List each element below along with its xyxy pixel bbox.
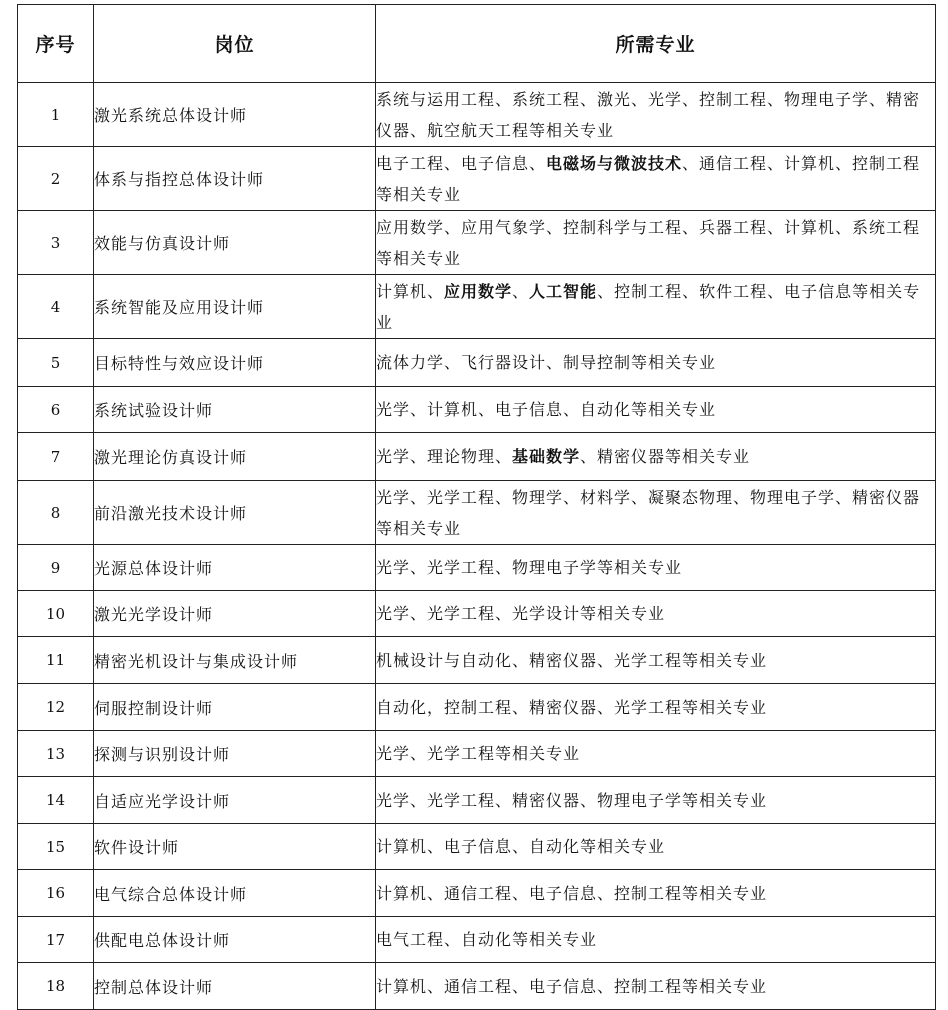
row-number: 17 [18, 917, 94, 963]
table-header-row [18, 5, 936, 83]
required-majors [376, 824, 936, 870]
major-highlight: 人工智能 [529, 281, 598, 301]
position-name: 体系与指控总体设计师 [94, 147, 376, 211]
major-text: 光学、光学工程、物理学、材料学、凝聚态物理、物理电子学、精密仪器等相关专业 [376, 487, 921, 538]
major-text: 光学、光学工程、物理电子学等相关专业 [376, 558, 683, 577]
major-text: 计算机、电子信息、自动化等相关专业 [376, 837, 666, 856]
table-row [18, 824, 936, 870]
major-text: 光学、计算机、电子信息、自动化等相关专业 [376, 400, 717, 419]
position-name: 软件设计师 [94, 824, 376, 870]
major-text: 计算机、 [376, 281, 445, 301]
row-number: 12 [18, 684, 94, 731]
row-number: 9 [18, 545, 94, 591]
major-text: 流体力学、飞行器设计、制导控制等相关专业 [376, 353, 717, 372]
required-majors [376, 211, 936, 275]
position-name: 效能与仿真设计师 [94, 211, 376, 275]
position-name: 激光系统总体设计师 [94, 83, 376, 147]
table-row [18, 275, 936, 339]
position-name: 电气综合总体设计师 [94, 870, 376, 917]
positions-table [17, 4, 936, 1010]
major-text: 计算机、通信工程、电子信息、控制工程等相关专业 [376, 883, 768, 903]
position-name: 目标特性与效应设计师 [94, 339, 376, 387]
table-row [18, 637, 936, 684]
row-number: 4 [18, 275, 94, 339]
table-row [18, 684, 936, 731]
position-name: 光源总体设计师 [94, 545, 376, 591]
major-text: 光学、理论物理、 [376, 447, 513, 466]
required-majors [376, 684, 936, 731]
required-majors [376, 481, 936, 545]
table-row [18, 731, 936, 777]
table-row [18, 147, 936, 211]
table-row [18, 83, 936, 147]
row-number: 8 [18, 481, 94, 545]
table-row [18, 339, 936, 387]
required-majors [376, 339, 936, 387]
required-majors [376, 870, 936, 917]
row-number: 15 [18, 824, 94, 870]
position-name: 激光光学设计师 [94, 591, 376, 637]
header-major: 所需专业 [376, 5, 936, 83]
row-number: 6 [18, 387, 94, 433]
major-highlight: 电磁场与微波技术 [546, 153, 683, 173]
table-row [18, 870, 936, 917]
major-text: 、控制工程、软件工程、电子信息等相关专业 [376, 281, 921, 332]
row-number: 16 [18, 870, 94, 917]
major-highlight: 基础数学 [512, 447, 581, 466]
header-post: 岗位 [94, 5, 376, 83]
required-majors [376, 275, 936, 339]
required-majors [376, 591, 936, 637]
position-name: 自适应光学设计师 [94, 777, 376, 824]
major-text: 光学、光学工程、精密仪器、物理电子学等相关专业 [376, 790, 768, 810]
required-majors [376, 777, 936, 824]
table-body [18, 83, 936, 1010]
required-majors [376, 387, 936, 433]
row-number: 5 [18, 339, 94, 387]
major-text: 光学、光学工程、光学设计等相关专业 [376, 604, 666, 623]
position-name: 前沿激光技术设计师 [94, 481, 376, 545]
required-majors [376, 545, 936, 591]
row-number: 13 [18, 731, 94, 777]
table-row [18, 591, 936, 637]
major-highlight: 应用数学 [444, 281, 513, 301]
major-text: 、精密仪器等相关专业 [580, 447, 751, 466]
required-majors [376, 917, 936, 963]
row-number: 14 [18, 777, 94, 824]
major-text: 计算机、通信工程、电子信息、控制工程等相关专业 [376, 976, 768, 996]
major-text: 电子工程、电子信息、 [376, 153, 547, 173]
table-row [18, 481, 936, 545]
row-number: 11 [18, 637, 94, 684]
table-row [18, 545, 936, 591]
position-name: 系统智能及应用设计师 [94, 275, 376, 339]
position-name: 伺服控制设计师 [94, 684, 376, 731]
row-number: 10 [18, 591, 94, 637]
position-name: 激光理论仿真设计师 [94, 433, 376, 481]
table-row [18, 777, 936, 824]
position-name: 精密光机设计与集成设计师 [94, 637, 376, 684]
table-row [18, 963, 936, 1010]
table-row [18, 433, 936, 481]
major-text: 应用数学、应用气象学、控制科学与工程、兵器工程、计算机、系统工程等相关专业 [376, 217, 921, 268]
row-number: 7 [18, 433, 94, 481]
required-majors [376, 83, 936, 147]
position-name: 控制总体设计师 [94, 963, 376, 1010]
required-majors [376, 963, 936, 1010]
row-number: 2 [18, 147, 94, 211]
row-number: 1 [18, 83, 94, 147]
major-text: 系统与运用工程、系统工程、激光、光学、控制工程、物理电子学、精密仪器、航空航天工程等相关专业 [376, 89, 921, 140]
table-row [18, 211, 936, 275]
major-text: 、 [512, 281, 530, 301]
required-majors [376, 147, 936, 211]
position-name: 系统试验设计师 [94, 387, 376, 433]
header-no: 序号 [18, 5, 94, 83]
table-row [18, 917, 936, 963]
row-number: 18 [18, 963, 94, 1010]
major-text: 机械设计与自动化、精密仪器、光学工程等相关专业 [376, 650, 768, 670]
position-name: 供配电总体设计师 [94, 917, 376, 963]
major-text: 光学、光学工程等相关专业 [376, 744, 581, 763]
row-number: 3 [18, 211, 94, 275]
required-majors [376, 637, 936, 684]
required-majors [376, 433, 936, 481]
major-text: 自动化，控制工程、精密仪器、光学工程等相关专业 [376, 697, 768, 717]
major-text: 电气工程、自动化等相关专业 [376, 930, 598, 949]
major-text: 、通信工程、计算机、控制工程等相关专业 [376, 153, 921, 204]
table-row [18, 387, 936, 433]
position-name: 探测与识别设计师 [94, 731, 376, 777]
required-majors [376, 731, 936, 777]
